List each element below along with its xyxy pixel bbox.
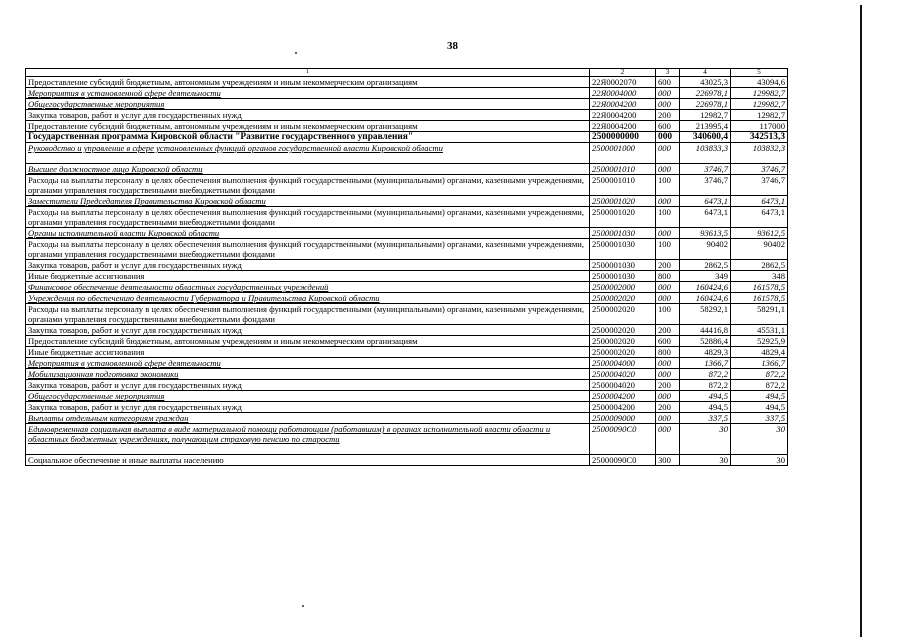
row-value1-cell: 30 xyxy=(680,455,731,466)
row-code-cell: 22Я0004200 xyxy=(590,121,656,132)
budget-table-body xyxy=(26,69,788,466)
table-row xyxy=(26,207,788,228)
row-name-cell: Расходы на выплаты персоналу в целях обеспечения выполнения функций государственными (муниципальными) органами, казенными учреждениями, органами управления государственными внебюджетными фондами xyxy=(26,207,590,228)
row-value1-cell: 160424,6 xyxy=(680,293,731,304)
row-value1-cell: 1366,7 xyxy=(680,358,731,369)
row-type-cell: 000 xyxy=(656,143,680,164)
header-col-3: 3 xyxy=(656,69,680,77)
row-value1-cell: 44416,8 xyxy=(680,325,731,336)
scan-speck xyxy=(295,52,297,54)
row-value2-cell: 129982,7 xyxy=(731,88,788,99)
row-type-cell: 000 xyxy=(656,99,680,110)
row-value1-cell: 226978,1 xyxy=(680,99,731,110)
row-value2-cell: 129982,7 xyxy=(731,99,788,110)
table-row xyxy=(26,239,788,260)
row-type-cell: 100 xyxy=(656,239,680,260)
row-value2-cell: 3746,7 xyxy=(731,175,788,196)
header-col-1: 1 xyxy=(26,69,590,77)
row-name-cell: Предоставление субсидий бюджетным, автономным учреждениям и иным некоммерческим организациям xyxy=(26,77,590,88)
row-code-cell: 22Я0004000 xyxy=(590,88,656,99)
row-type-cell: 600 xyxy=(656,77,680,88)
row-code-cell: 22Я0004200 xyxy=(590,110,656,121)
table-row xyxy=(26,325,788,336)
row-value1-cell: 6473,1 xyxy=(680,196,731,207)
row-name-cell: Расходы на выплаты персоналу в целях обеспечения выполнения функций государственными (муниципальными) органами, казенными учреждениями, органами управления государственными внебюджетными фондами xyxy=(26,304,590,325)
row-code-cell: 2500001010 xyxy=(590,175,656,196)
table-row xyxy=(26,164,788,175)
row-type-cell: 000 xyxy=(656,293,680,304)
row-value2-cell: 6473,1 xyxy=(731,196,788,207)
budget-table xyxy=(25,68,788,466)
row-value1-cell: 93613,5 xyxy=(680,228,731,239)
row-value1-cell: 494,5 xyxy=(680,402,731,413)
row-code-cell: 2500000000 xyxy=(590,132,656,143)
row-code-cell: 2500001030 xyxy=(590,228,656,239)
row-value2-cell: 43094,6 xyxy=(731,77,788,88)
table-row xyxy=(26,293,788,304)
row-value2-cell: 30 xyxy=(731,455,788,466)
row-name-cell: Заместители Председателя Правительства Кировской области xyxy=(26,196,590,207)
row-value1-cell: 30 xyxy=(680,424,731,455)
row-code-cell: 22Я0002070 xyxy=(590,77,656,88)
row-type-cell: 000 xyxy=(656,391,680,402)
row-value1-cell: 58292,1 xyxy=(680,304,731,325)
header-col-2: 2 xyxy=(590,69,656,77)
row-value1-cell: 12982,7 xyxy=(680,110,731,121)
row-type-cell: 600 xyxy=(656,121,680,132)
row-code-cell: 2500002020 xyxy=(590,336,656,347)
table-row xyxy=(26,121,788,132)
row-value2-cell: 12982,7 xyxy=(731,110,788,121)
row-value2-cell: 90402 xyxy=(731,239,788,260)
row-name-cell: Закупка товаров, работ и услуг для государственных нужд xyxy=(26,402,590,413)
row-type-cell: 000 xyxy=(656,88,680,99)
table-row xyxy=(26,282,788,293)
table-row xyxy=(26,347,788,358)
row-value2-cell: 872,2 xyxy=(731,369,788,380)
row-name-cell: Иные бюджетные ассигнования xyxy=(26,347,590,358)
table-row xyxy=(26,455,788,466)
row-value2-cell: 3746,7 xyxy=(731,164,788,175)
row-type-cell: 800 xyxy=(656,271,680,282)
row-type-cell: 000 xyxy=(656,358,680,369)
row-value2-cell: 93612,5 xyxy=(731,228,788,239)
table-row xyxy=(26,88,788,99)
row-value1-cell: 3746,7 xyxy=(680,164,731,175)
row-type-cell: 000 xyxy=(656,228,680,239)
row-name-cell: Органы исполнительной власти Кировской области xyxy=(26,228,590,239)
scan-speck xyxy=(302,605,304,607)
row-name-cell: Учреждения по обеспечению деятельности Губернатора и Правительства Кировской области xyxy=(26,293,590,304)
row-type-cell: 000 xyxy=(656,369,680,380)
row-type-cell: 100 xyxy=(656,304,680,325)
row-value2-cell: 872,2 xyxy=(731,380,788,391)
table-row xyxy=(26,271,788,282)
row-code-cell: 2500001020 xyxy=(590,207,656,228)
row-name-cell: Расходы на выплаты персоналу в целях обеспечения выполнения функций государственными (муниципальными) органами, казенными учреждениями, органами управления государственными внебюджетными фондами xyxy=(26,239,590,260)
header-col-5: 5 xyxy=(731,69,788,77)
row-name-cell: Закупка товаров, работ и услуг для государственных нужд xyxy=(26,380,590,391)
row-name-cell: Иные бюджетные ассигнования xyxy=(26,271,590,282)
row-value1-cell: 90402 xyxy=(680,239,731,260)
row-value1-cell: 349 xyxy=(680,271,731,282)
row-code-cell: 2500004020 xyxy=(590,369,656,380)
row-value1-cell: 6473,1 xyxy=(680,207,731,228)
row-type-cell: 000 xyxy=(656,132,680,143)
row-code-cell: 2500001030 xyxy=(590,271,656,282)
row-code-cell: 2500004000 xyxy=(590,358,656,369)
table-row xyxy=(26,391,788,402)
table-row xyxy=(26,424,788,455)
row-code-cell: 2500001030 xyxy=(590,239,656,260)
row-code-cell: 2500002020 xyxy=(590,293,656,304)
row-value1-cell: 872,2 xyxy=(680,380,731,391)
row-name-cell: Закупка товаров, работ и услуг для государственных нужд xyxy=(26,325,590,336)
row-name-cell: Единовременная социальная выплата в виде материальной помощи работающим (работавшим) в органах исполнительной власти области и областных бюджетных учреждениях, получающим страховую пенсию по старости xyxy=(26,424,590,455)
table-row xyxy=(26,175,788,196)
row-name-cell: Финансовое обеспечение деятельности областных государственных учреждений xyxy=(26,282,590,293)
table-row xyxy=(26,260,788,271)
row-value1-cell: 213995,4 xyxy=(680,121,731,132)
table-header-row xyxy=(26,69,788,77)
row-code-cell: 2500004020 xyxy=(590,380,656,391)
row-value1-cell: 4829,3 xyxy=(680,347,731,358)
row-type-cell: 100 xyxy=(656,207,680,228)
row-value2-cell: 494,5 xyxy=(731,391,788,402)
row-type-cell: 600 xyxy=(656,336,680,347)
row-value2-cell: 45531,1 xyxy=(731,325,788,336)
row-name-cell: Руководство и управление в сфере установленных функций органов государственной власти Кировской области xyxy=(26,143,590,164)
row-value1-cell: 103833,3 xyxy=(680,143,731,164)
row-type-cell: 100 xyxy=(656,175,680,196)
row-type-cell: 200 xyxy=(656,380,680,391)
table-row xyxy=(26,110,788,121)
row-name-cell: Закупка товаров, работ и услуг для государственных нужд xyxy=(26,260,590,271)
row-type-cell: 000 xyxy=(656,196,680,207)
row-type-cell: 300 xyxy=(656,455,680,466)
row-value1-cell: 872,2 xyxy=(680,369,731,380)
table-row xyxy=(26,358,788,369)
row-name-cell: Предоставление субсидий бюджетным, автономным учреждениям и иным некоммерческим организациям xyxy=(26,121,590,132)
table-row xyxy=(26,380,788,391)
row-value2-cell: 161578,5 xyxy=(731,293,788,304)
table-row xyxy=(26,228,788,239)
row-name-cell: Предоставление субсидий бюджетным, автономным учреждениям и иным некоммерческим организациям xyxy=(26,336,590,347)
row-code-cell: 2500004200 xyxy=(590,402,656,413)
row-name-cell: Общегосударственные мероприятия xyxy=(26,391,590,402)
table-row xyxy=(26,402,788,413)
table-row xyxy=(26,143,788,164)
row-value2-cell: 337,5 xyxy=(731,413,788,424)
row-name-cell: Выплаты отдельным категориям граждан xyxy=(26,413,590,424)
table-row xyxy=(26,132,788,143)
row-value2-cell: 103832,3 xyxy=(731,143,788,164)
row-value2-cell: 6473,1 xyxy=(731,207,788,228)
row-name-cell: Мероприятия в установленной сфере деятельности xyxy=(26,88,590,99)
row-value2-cell: 4829,4 xyxy=(731,347,788,358)
row-name-cell: Расходы на выплаты персоналу в целях обеспечения выполнения функций государственными (муниципальными) органами, казенными учреждениями, органами управления государственными внебюджетными фондами xyxy=(26,175,590,196)
row-value1-cell: 43025,3 xyxy=(680,77,731,88)
row-code-cell: 22Я0004200 xyxy=(590,99,656,110)
row-name-cell: Высшее должностное лицо Кировской области xyxy=(26,164,590,175)
row-type-cell: 200 xyxy=(656,260,680,271)
row-value1-cell: 337,5 xyxy=(680,413,731,424)
row-code-cell: 2500004200 xyxy=(590,391,656,402)
row-code-cell: 2500001030 xyxy=(590,260,656,271)
row-code-cell: 2500009000 xyxy=(590,413,656,424)
row-type-cell: 800 xyxy=(656,347,680,358)
page-edge-rule xyxy=(860,5,862,637)
row-type-cell: 000 xyxy=(656,164,680,175)
row-value1-cell: 2862,5 xyxy=(680,260,731,271)
row-type-cell: 200 xyxy=(656,402,680,413)
row-type-cell: 200 xyxy=(656,325,680,336)
table-row xyxy=(26,336,788,347)
table-row xyxy=(26,304,788,325)
row-name-cell: Закупка товаров, работ и услуг для государственных нужд xyxy=(26,110,590,121)
row-code-cell: 2500002020 xyxy=(590,325,656,336)
row-code-cell: 25000090С0 xyxy=(590,424,656,455)
table-row xyxy=(26,413,788,424)
row-type-cell: 000 xyxy=(656,413,680,424)
header-col-4: 4 xyxy=(680,69,731,77)
page-number: 38 xyxy=(447,40,458,52)
row-value1-cell: 494,5 xyxy=(680,391,731,402)
row-type-cell: 200 xyxy=(656,110,680,121)
row-code-cell: 2500001020 xyxy=(590,196,656,207)
row-value2-cell: 342513,3 xyxy=(731,132,788,143)
row-code-cell: 2500002020 xyxy=(590,304,656,325)
row-code-cell: 2500001000 xyxy=(590,143,656,164)
row-name-cell: Мероприятия в установленной сфере деятельности xyxy=(26,358,590,369)
row-value2-cell: 117000 xyxy=(731,121,788,132)
row-code-cell: 2500001010 xyxy=(590,164,656,175)
row-code-cell: 2500002020 xyxy=(590,347,656,358)
table-row xyxy=(26,99,788,110)
row-name-cell: Социальное обеспечение и иные выплаты населению xyxy=(26,455,590,466)
row-name-cell: Мобилизационная подготовка экономики xyxy=(26,369,590,380)
row-type-cell: 000 xyxy=(656,424,680,455)
row-value2-cell: 58291,1 xyxy=(731,304,788,325)
row-value2-cell: 2862,5 xyxy=(731,260,788,271)
row-value1-cell: 52886,4 xyxy=(680,336,731,347)
row-value2-cell: 30 xyxy=(731,424,788,455)
row-value1-cell: 3746,7 xyxy=(680,175,731,196)
row-code-cell: 25000090С0 xyxy=(590,455,656,466)
row-value2-cell: 161578,5 xyxy=(731,282,788,293)
table-row xyxy=(26,196,788,207)
row-value2-cell: 348 xyxy=(731,271,788,282)
row-value1-cell: 160424,6 xyxy=(680,282,731,293)
row-value2-cell: 52925,9 xyxy=(731,336,788,347)
row-value2-cell: 494,5 xyxy=(731,402,788,413)
row-value1-cell: 226978,1 xyxy=(680,88,731,99)
row-name-cell: Общегосударственные мероприятия xyxy=(26,99,590,110)
row-type-cell: 000 xyxy=(656,282,680,293)
table-row xyxy=(26,369,788,380)
row-value2-cell: 1366,7 xyxy=(731,358,788,369)
row-value1-cell: 340600,4 xyxy=(680,132,731,143)
table-row xyxy=(26,77,788,88)
row-code-cell: 2500002000 xyxy=(590,282,656,293)
row-name-cell: Государственная программа Кировской области "Развитие государственного управления" xyxy=(26,132,590,143)
